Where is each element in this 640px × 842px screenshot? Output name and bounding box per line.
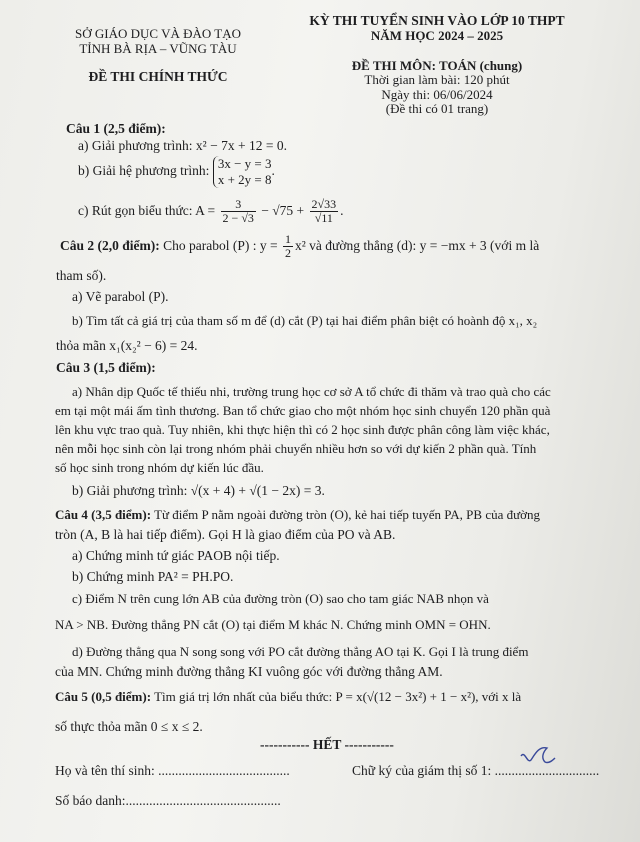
q2-half-fraction: $\frac{1}{2}$ — [284, 232, 291, 261]
q2-title: Câu 2 (2,0 điểm): — [60, 238, 160, 253]
q3-part-a-line1: a) Nhân dịp Quốc tế thiếu nhi, trường trung học cơ sở A tổ chức đi thăm và trao quà cho các — [72, 384, 551, 399]
q5-line2: số thực thỏa mãn 0 ≤ x ≤ 2. — [55, 719, 203, 734]
exam-title: KỲ THI TUYỂN SINH VÀO LỚP 10 THPT — [309, 13, 565, 28]
q2-intro — [60, 232, 539, 260]
q4-intro-line2: tròn (A, B là hai tiếp điểm). Gọi H là giao điểm của PO và AB. — [55, 527, 396, 542]
q3-part-a-line3: lên khu vực trao quà. Tuy nhiên, khi thực hiện thì có 2 học sinh được phân công làm việc khác, — [55, 422, 550, 437]
q4-part-c-line1: c) Điểm N trên cung lớn AB của đường tròn (O) sao cho tam giác NAB nhọn và — [72, 591, 489, 606]
q4-intro-line1 — [55, 506, 540, 524]
q4-part-b: b) Chứng minh PA² = PH.PO. — [72, 569, 234, 584]
q3-title: Câu 3 (1,5 điểm): — [56, 360, 156, 375]
q3-part-b: b) Giải phương trình: √(x + 4) + √(1 − 2x) = 3. — [72, 483, 325, 498]
q4-intro1: Từ điểm P nằm ngoài đường tròn (O), kẻ hai tiếp tuyến PA, PB của đường — [154, 507, 541, 522]
q2-part-b-line2: thỏa mãn x₁(x₂² − 6) = 24. — [56, 338, 198, 353]
q4-part-d-line1: d) Đường thẳng qua N song song với PO cắt đường thẳng AO tại K. Gọi I là trung điểm — [72, 644, 529, 659]
q1-part-c-label: c) Rút gọn biểu thức: A = — [78, 203, 216, 218]
q1-fraction-1: $\frac{3}{2 - √3}$ — [222, 197, 254, 226]
q2-part-a: a) Vẽ parabol (P). — [72, 289, 169, 304]
q5-line1 — [55, 688, 521, 706]
q4-part-a: a) Chứng minh tứ giác PAOB nội tiếp. — [72, 548, 280, 563]
q5-line1-text: Tìm giá trị lớn nhất của biểu thức: P = x(√(12 − 3x²) + 1 − x²), với x là — [154, 689, 522, 704]
proctor-signature-field: Chữ ký của giám thị số 1: ............................... — [352, 763, 600, 778]
q1-eq1: 3x − y = 3 — [217, 156, 272, 171]
q2-intro-b: x² và đường thẳng (d): y = −mx + 3 (với m là — [294, 238, 540, 253]
q2-intro-c: tham số). — [56, 268, 107, 283]
q1-equation-system — [213, 156, 272, 188]
q1-part-b: b) Giải hệ phương trình: 3x − y = 3 x + 2y = 8 . — [78, 156, 275, 187]
proctor-signature-mark — [517, 740, 557, 770]
q3-part-a-line2: em tại một mái ấm tình thương. Ban tổ chức giao cho một nhóm học sinh chuyển 120 phần quà — [55, 403, 551, 418]
q3-part-a-line5: số học sinh trong nhóm dự kiến lúc đầu. — [55, 460, 264, 475]
q4-part-c-line2: NA > NB. Đường thẳng PN cắt (O) tại điểm M khác N. Chứng minh OMN = OHN. — [55, 617, 491, 632]
subject-label: ĐỀ THI MÔN: TOÁN (chung) — [351, 58, 523, 73]
pages-note: (Đề thi có 01 trang) — [385, 101, 489, 116]
q4-title: Câu 4 (3,5 điểm): — [55, 507, 152, 522]
q2-part-b-line1: b) Tìm tất cả giá trị của tham số m để (d) cắt (P) tại hai điểm phân biệt có hoành độ x₁, x₂ — [72, 313, 538, 328]
q4-part-d-line2: của MN. Chứng minh đường thẳng KI vuông góc với đường thẳng AM. — [55, 664, 443, 679]
official-label: ĐỀ THI CHÍNH THỨC — [88, 69, 228, 84]
q1-part-a: a) Giải phương trình: x² − 7x + 12 = 0. — [78, 138, 287, 153]
q1-eq2: x + 2y = 8 — [217, 172, 272, 187]
candidate-id-field: Số báo danh:.............................................. — [55, 793, 281, 808]
school-year: NĂM HỌC 2024 – 2025 — [370, 28, 504, 43]
duration-label: Thời gian làm bài: 120 phút — [364, 72, 510, 87]
candidate-name-field: Họ và tên thí sinh: ....................................... — [55, 763, 290, 778]
q1-part-b-label: b) Giải hệ phương trình: — [78, 163, 210, 179]
exam-date: Ngày thi: 06/06/2024 — [381, 87, 493, 102]
q3-part-a-line4: nên mỗi học sinh còn lại trong nhóm phải chuyển nhiều hơn so với dự kiến 2 phần quà. Tính — [55, 441, 537, 456]
q1-part-c: c) Rút gọn biểu thức: A = $\frac{3}{2 - √3}$ − √75 + $\frac{2√33}{√11}$ . — [78, 197, 344, 226]
q1-fraction-2: $\frac{2√33}{√11}$ — [311, 197, 337, 226]
q1-middle-term: − √75 + — [261, 203, 305, 218]
q5-title: Câu 5 (0,5 điểm): — [55, 689, 152, 704]
end-marker: ----------- HẾT ----------- — [260, 737, 394, 752]
q1-title: Câu 1 (2,5 điểm): — [66, 121, 166, 136]
department-name: SỞ GIÁO DỤC VÀ ĐÀO TẠO — [75, 26, 241, 41]
exam-header — [0, 8, 640, 126]
q2-intro-a: Cho parabol (P) : y = — [163, 238, 278, 253]
province-name: TỈNH BÀ RỊA – VŨNG TÀU — [79, 41, 237, 56]
